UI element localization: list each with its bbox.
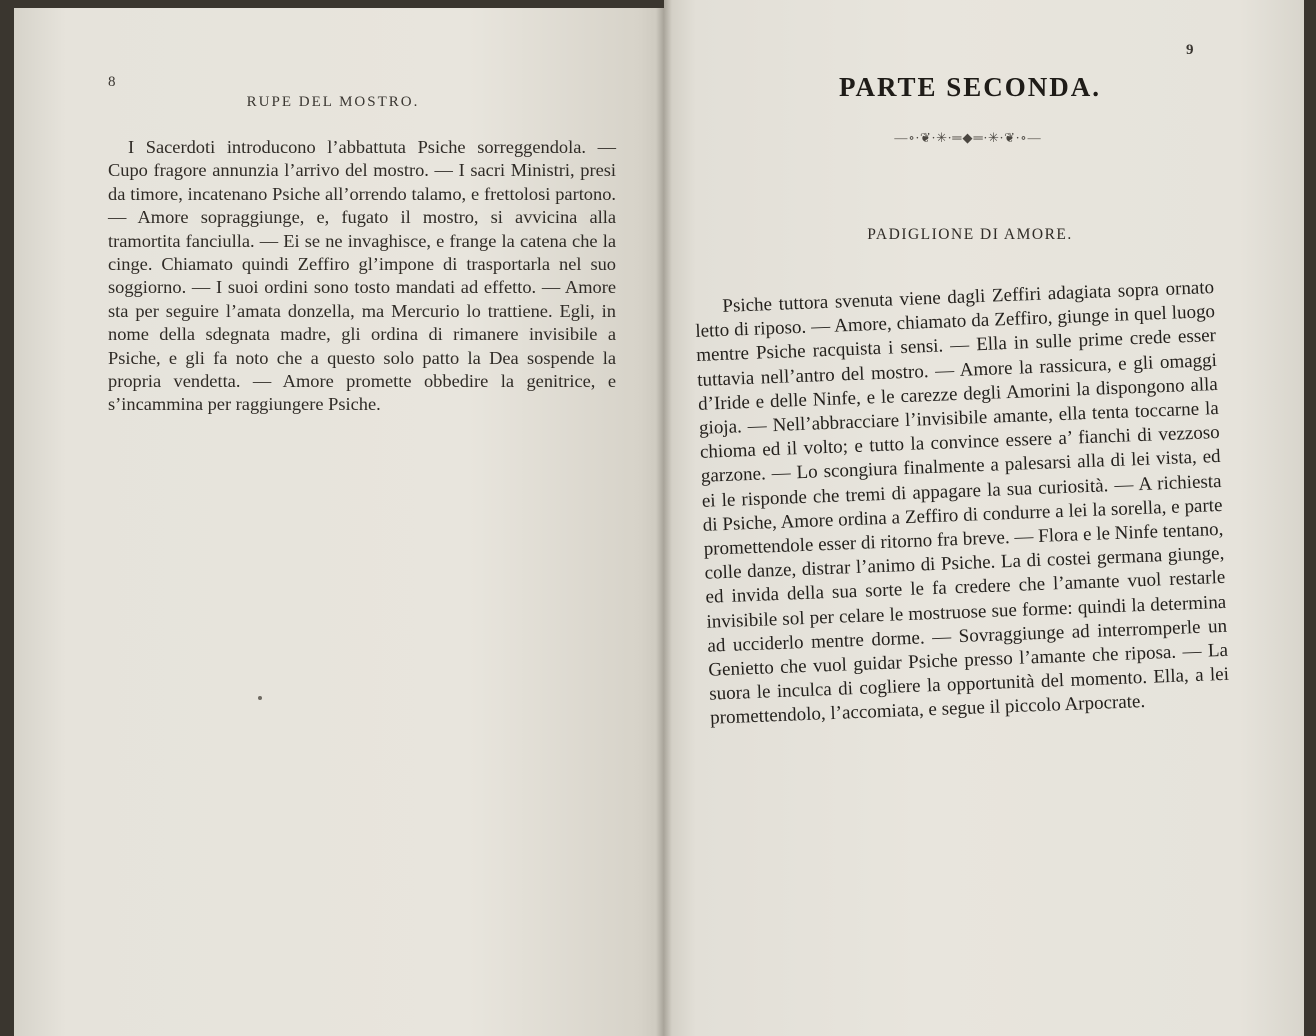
page-number-left: 8 (108, 74, 116, 90)
section-title: PADIGLIONE DI AMORE. (867, 226, 1073, 243)
right-page-body: Psiche tuttora svenuta viene dagli Zeffiri adagiata sopra ornato letto di riposo. — Amore, chiamato da Zeffiro, giunge in quel luogo mentre Psiche racquista i sensi. — Ella in sulle prime crede esser tuttavia nell’antro del mostro. — Amore la rassicura, e gli omaggi d’Iride e delle Ninfe, e le carezze degli Amorini la dispongono alla gioja. — Nell’abbracciare l’invisibile amante, ella tenta toccarne la chioma ed il volto; e tutto la convince essere a’ fianchi di vezzoso garzone. — Lo scongiura finalmente a palesarsi alla di lei vista, ed ei le risponde che tremi di appagare la sua curiosità. — A richiesta di Psiche, Amore ordina a Zeffiro di condurre a lei la sorella, e parte promettendole esser di ritorno fra breve. — Flora e le Ninfe tentano, colle danze, distrar l’animo di Psiche. La di costei germana giunge, ed invida della sua sorte le fa credere che l’amante vuol restarle invisibile sol per celare le mostruose sue forme: quindi la determina ad ucciderlo mentre dorme. — Sovraggiunge ad interromperle un Genietto che vuol guidar Psiche presso l’amante che riposa. — La suora le inculca di cogliere la opportunità del momento. Ella, a lei promettendolo, l’accomiata, e segue il piccolo Arpocrate. (694, 277, 1230, 730)
paper-speck (258, 696, 262, 700)
book-gutter (656, 0, 672, 1036)
left-page (14, 8, 664, 1036)
part-title: PARTE SECONDA. (838, 72, 1102, 102)
running-head: RUPE DEL MOSTRO. (246, 94, 420, 110)
ornament-divider: —∘∙❦∙✳∙═◆═∙✳∙❦∙∘— (894, 130, 1042, 145)
page-number-right: 9 (1186, 42, 1194, 58)
left-page-body: I Sacerdoti introducono l’abbattuta Psiche sorreggendola. — Cupo fragore annunzia l’arrivo del mostro. — I sacri Ministri, presi da timore, incatenano Psiche all’orrendo talamo, e frettolosi partono. — Amore sopraggiunge, e, fugato il mostro, si avvicina alla tramortita fanciulla. — Ei se ne invaghisce, e frange la catena che la cinge. Chiamato quindi Zeffiro gl’impone di trasportarla nel suo soggiorno. — I suoi ordini sono tosto mandati ad effetto. — Amore sta per seguire l’amata donzella, ma Mercurio lo trattiene. Egli, in nome della sdegnata madre, gli ordina di rimanere invisibile a Psiche, e gli fa noto che a questo solo patto la Dea sospende la propria vendetta. — Amore promette obbedire la genitrice, e s’incammina per raggiungere Psiche. (108, 137, 616, 415)
right-page (664, 0, 1304, 1036)
